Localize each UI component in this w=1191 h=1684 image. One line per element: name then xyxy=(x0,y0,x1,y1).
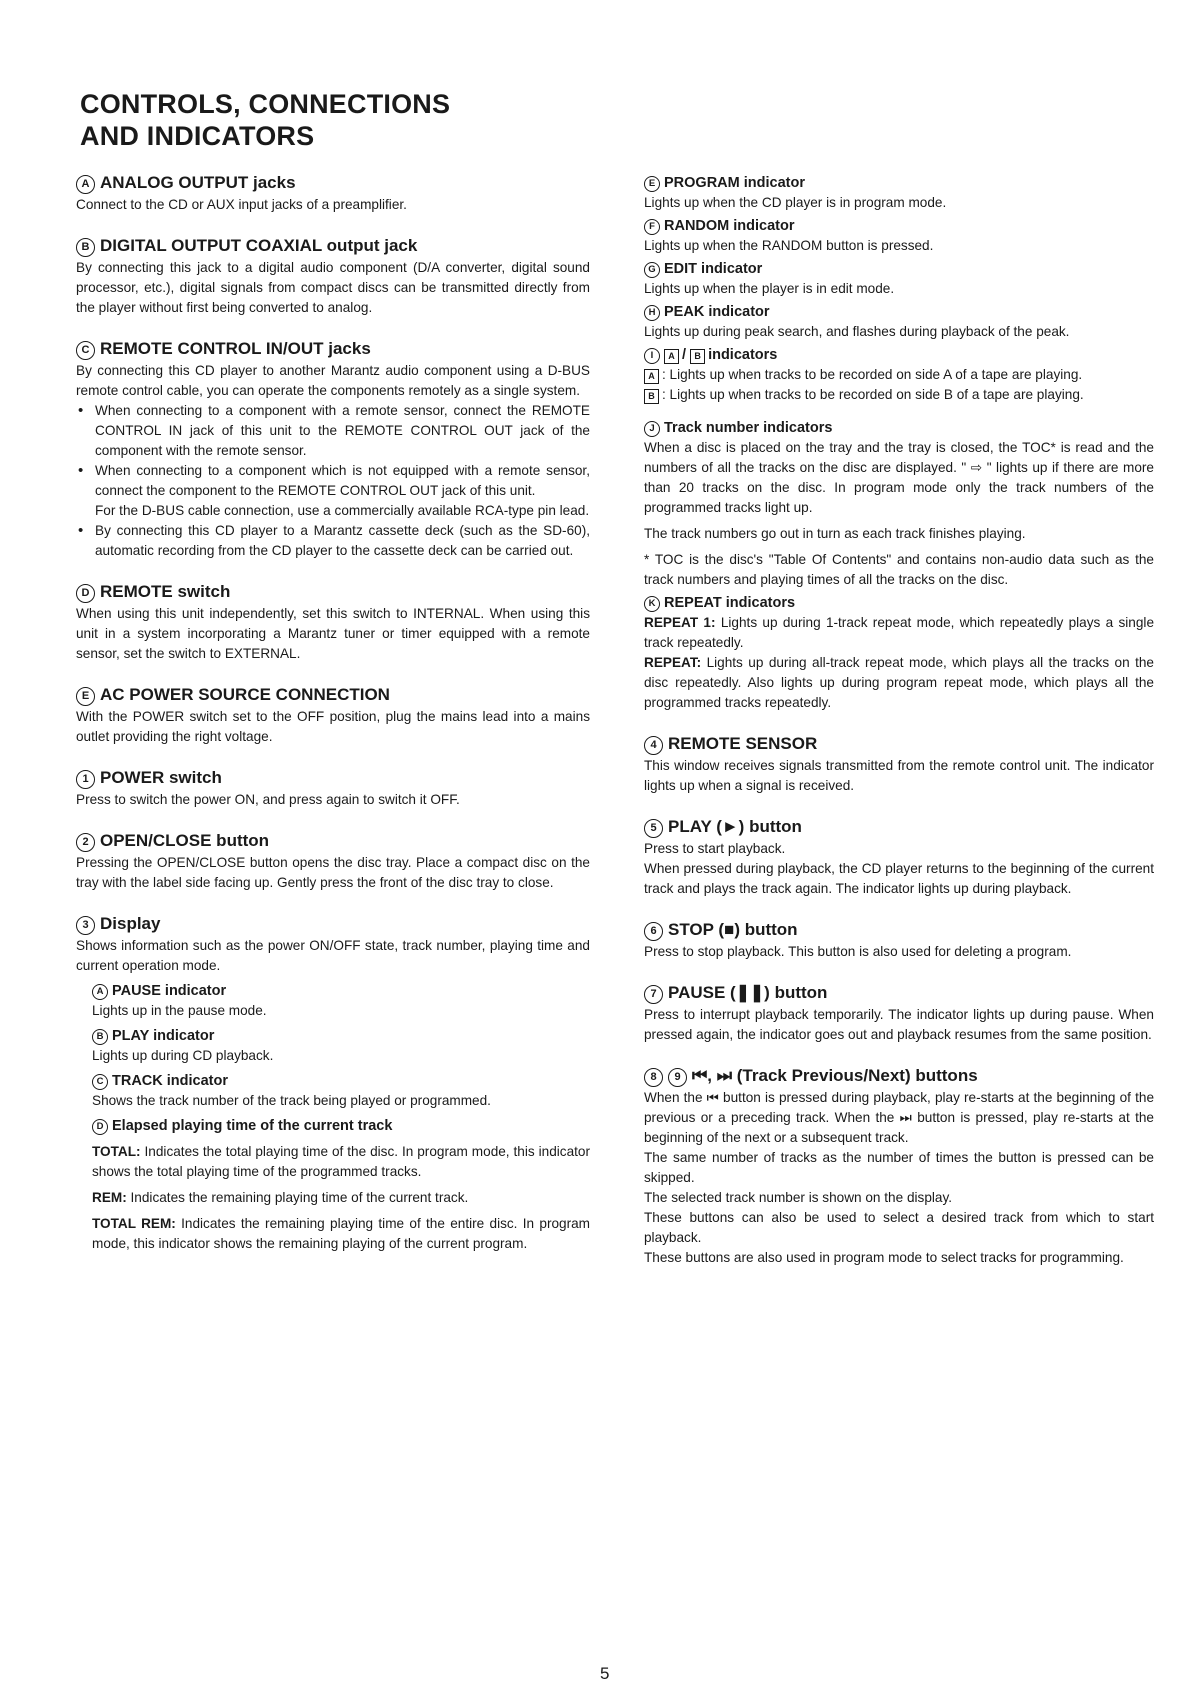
circle-number-4-icon: 4 xyxy=(644,736,663,755)
circle-letter-c-icon: C xyxy=(92,1074,108,1090)
heading-remote-control-jacks: REMOTE CONTROL IN/OUT jacks xyxy=(100,339,371,358)
box-a-icon: A xyxy=(644,369,659,384)
section-remote-control-jacks xyxy=(76,338,590,561)
bullet-item: • By connecting this CD player to a Marantz cassette deck (such as the SD-60), automatic recording from the CD player to the cassette deck can be carried out. xyxy=(76,521,590,561)
section-edit-indicator: G EDIT indicator Lights up when the player is in edit mode. xyxy=(644,261,895,296)
body-digital-output: By connecting this jack to a digital audio component (D/A converter, digital sound processor, etc.), digital signals from compact discs can be transmitted directly from the player without first being converted to analog. xyxy=(76,260,590,315)
right-column xyxy=(644,174,1154,1288)
total-item: TOTAL: Indicates the total playing time of the disc. In program mode, this indicator shows the total playing time of the programmed tracks. xyxy=(92,1144,590,1179)
toc-footnote: * TOC is the disc's "Table Of Contents" and contains non-audio data such as the track numbers and playing times of all the tracks on the disc. xyxy=(644,552,1154,587)
section-power-switch xyxy=(76,767,590,810)
circle-number-7-icon: 7 xyxy=(644,985,663,1004)
body-remote-switch: When using this unit independently, set this switch to INTERNAL. When using this unit in a system incorporating a Marantz tuner or timer equipped with a remote sensor, set the switch to EXTERNAL. xyxy=(76,606,590,661)
section-analog-output xyxy=(76,172,590,215)
bullet-item: • When connecting to a component which is not equipped with a remote sensor, connect the component to the REMOTE CONTROL OUT jack of this unit. For the D-BUS cable connection, use a commercially available RCA-type pin lead. xyxy=(76,461,590,521)
circle-number-6-icon: 6 xyxy=(644,922,663,941)
section-ac-power xyxy=(76,684,590,747)
heading-ac-power: AC POWER SOURCE CONNECTION xyxy=(100,685,390,704)
circle-number-1-icon: 1 xyxy=(76,770,95,789)
circle-letter-k-icon: K xyxy=(644,596,660,612)
body-power-switch: Press to switch the power ON, and press again to switch it OFF. xyxy=(76,792,460,807)
heading-power-switch: POWER switch xyxy=(100,768,222,787)
sub-track-indicator: C TRACK indicator Shows the track number of the track being played or programmed. xyxy=(92,1073,491,1108)
title-line-2: AND INDICATORS xyxy=(80,121,315,151)
page-title xyxy=(80,88,450,152)
page-number: 5 xyxy=(600,1664,610,1683)
title-line-1: CONTROLS, CONNECTIONS xyxy=(80,89,451,119)
rem-item: REM: Indicates the remaining playing time of the current track. xyxy=(92,1190,469,1205)
circle-number-8-icon: 8 xyxy=(644,1068,663,1087)
circle-letter-a-icon: A xyxy=(76,175,95,194)
circle-letter-j-icon: J xyxy=(644,421,660,437)
circle-letter-b-icon: B xyxy=(76,238,95,257)
body-analog-output: Connect to the CD or AUX input jacks of a preamplifier. xyxy=(76,197,407,212)
circle-letter-f-icon: F xyxy=(644,219,660,235)
circle-letter-b-icon: B xyxy=(92,1029,108,1045)
box-b-icon: B xyxy=(690,349,705,364)
circle-letter-a-icon: A xyxy=(92,984,108,1000)
left-column xyxy=(76,172,590,1274)
section-play-button: 5 PLAY (►) button Press to start playback. When pressed during playback, the CD player returns to the beginning of the current track and plays the track again. The indicator lights up during playback. xyxy=(644,817,1154,896)
box-a-icon: A xyxy=(664,349,679,364)
section-open-close xyxy=(76,830,590,893)
circle-letter-h-icon: H xyxy=(644,305,660,321)
section-track-buttons: 8 9 ⏮, ⏭ (Track Previous/Next) buttons When the ⏮ button is pressed during playback, play re-starts at the beginning of the previous or a preceding track. When the ⏭ button is pressed, play re-starts at the beginning of the next or a subsequent track. The same number of tracks as the number of times the button is pressed can be skipped. The selected track number is shown on the display. These buttons can also be used to select a desired track from which to start playback. These buttons are also used in program mode to select tracks for programming. xyxy=(644,1066,1154,1265)
circle-letter-d-icon: D xyxy=(76,584,95,603)
circle-letter-g-icon: G xyxy=(644,262,660,278)
circle-letter-e-icon: E xyxy=(644,176,660,192)
circle-number-2-icon: 2 xyxy=(76,833,95,852)
circle-number-9-icon: 9 xyxy=(668,1068,687,1087)
sub-play-indicator: B PLAY indicator Lights up during CD playback. xyxy=(92,1028,274,1063)
remote-control-bullets xyxy=(76,401,590,561)
circle-letter-e-icon: E xyxy=(76,687,95,706)
body-display: Shows information such as the power ON/OFF state, track number, playing time and current operation mode. xyxy=(76,938,590,973)
box-b-icon: B xyxy=(644,389,659,404)
section-ab-indicators: I A / B indicators A : Lights up when tracks to be recorded on side A of a tape are playing. B : Lights up when tracks to be recorded on side B of a tape are playing. xyxy=(644,346,1154,405)
circle-number-5-icon: 5 xyxy=(644,819,663,838)
heading-analog-output: ANALOG OUTPUT jacks xyxy=(100,173,296,192)
section-track-number-indicators: J Track number indicators When a disc is placed on the tray and the tray is closed, the TOC* is read and the numbers of all the tracks on the disc are displayed. " ⇨ " lights up if there are more than 20 tracks on the disc. In program mode only the track numbers of the programmed tracks light up. The track numbers go out in turn as each track finishes playing. * TOC is the disc's "Table Of Contents" and contains non-audio data such as the track numbers and playing times of all the tracks on the disc. xyxy=(644,419,1154,590)
section-pause-button: 7 PAUSE (❚❚) button Press to interrupt playback temporarily. The indicator lights up during pause. When pressed again, the indicator goes out and playback resumes from the same position. xyxy=(644,983,1154,1042)
section-remote-sensor: 4 REMOTE SENSOR This window receives signals transmitted from the remote control unit. The indicator lights up when a signal is received. xyxy=(644,734,1154,793)
section-random-indicator: F RANDOM indicator Lights up when the RANDOM button is pressed. xyxy=(644,218,934,253)
body-remote-control-jacks: By connecting this CD player to another Marantz audio component using a D-BUS remote control cable, you can operate the components remotely as a single system. xyxy=(76,363,590,398)
section-repeat-indicators: K REPEAT indicators REPEAT 1: Lights up during 1-track repeat mode, which repeatedly plays a single track repeatedly. REPEAT: Lights up during all-track repeat mode, which plays all the tracks on the disc repeatedly. Also lights up during program repeat mode, which plays all the programmed tracks repeatedly. xyxy=(644,595,1154,710)
heading-open-close: OPEN/CLOSE button xyxy=(100,831,270,850)
section-stop-button: 6 STOP (■) button Press to stop playback. This button is also used for deleting a program. xyxy=(644,920,1072,959)
section-peak-indicator: H PEAK indicator Lights up during peak search, and flashes during playback of the peak. xyxy=(644,304,1070,339)
heading-display: Display xyxy=(100,914,161,933)
section-program-indicator: E PROGRAM indicator Lights up when the CD player is in program mode. xyxy=(644,175,947,210)
bullet-item: • When connecting to a component with a remote sensor, connect the REMOTE CONTROL IN jack of this unit to the REMOTE CONTROL OUT jack of the component with the remote sensor. xyxy=(76,401,590,461)
section-display xyxy=(76,913,590,1254)
body-open-close: Pressing the OPEN/CLOSE button opens the disc tray. Place a compact disc on the tray with the label side facing up. Gently press the front of the disc tray to close. xyxy=(76,855,590,890)
sub-pause-indicator: A PAUSE indicator Lights up in the pause mode. xyxy=(92,983,267,1018)
heading-digital-output: DIGITAL OUTPUT COAXIAL output jack xyxy=(100,236,418,255)
heading-remote-switch: REMOTE switch xyxy=(100,582,231,601)
body-ac-power: With the POWER switch set to the OFF position, plug the mains lead into a mains outlet providing the right voltage. xyxy=(76,709,590,744)
section-remote-switch xyxy=(76,581,590,664)
bullet-note: For the D-BUS cable connection, use a commercially available RCA-type pin lead. xyxy=(95,503,590,518)
section-digital-output xyxy=(76,235,590,318)
circle-letter-c-icon: C xyxy=(76,341,95,360)
sub-elapsed-time: D Elapsed playing time of the current track TOTAL: Indicates the total playing time of the disc. In program mode, this indicator shows the total playing time of the programmed tracks. REM: Indicates the remaining playing time of the current track. TOTAL REM: Indicates the remaining playing time of the entire disc. In program mode, this indicator shows the remaining playing of the current program. xyxy=(92,1117,590,1254)
circle-letter-i-icon: I xyxy=(644,348,660,364)
circle-number-3-icon: 3 xyxy=(76,916,95,935)
total-rem-item: TOTAL REM: Indicates the remaining playing time of the entire disc. In program mode, this indicator shows the remaining playing of the current program. xyxy=(92,1216,591,1251)
circle-letter-d-icon: D xyxy=(92,1119,108,1135)
